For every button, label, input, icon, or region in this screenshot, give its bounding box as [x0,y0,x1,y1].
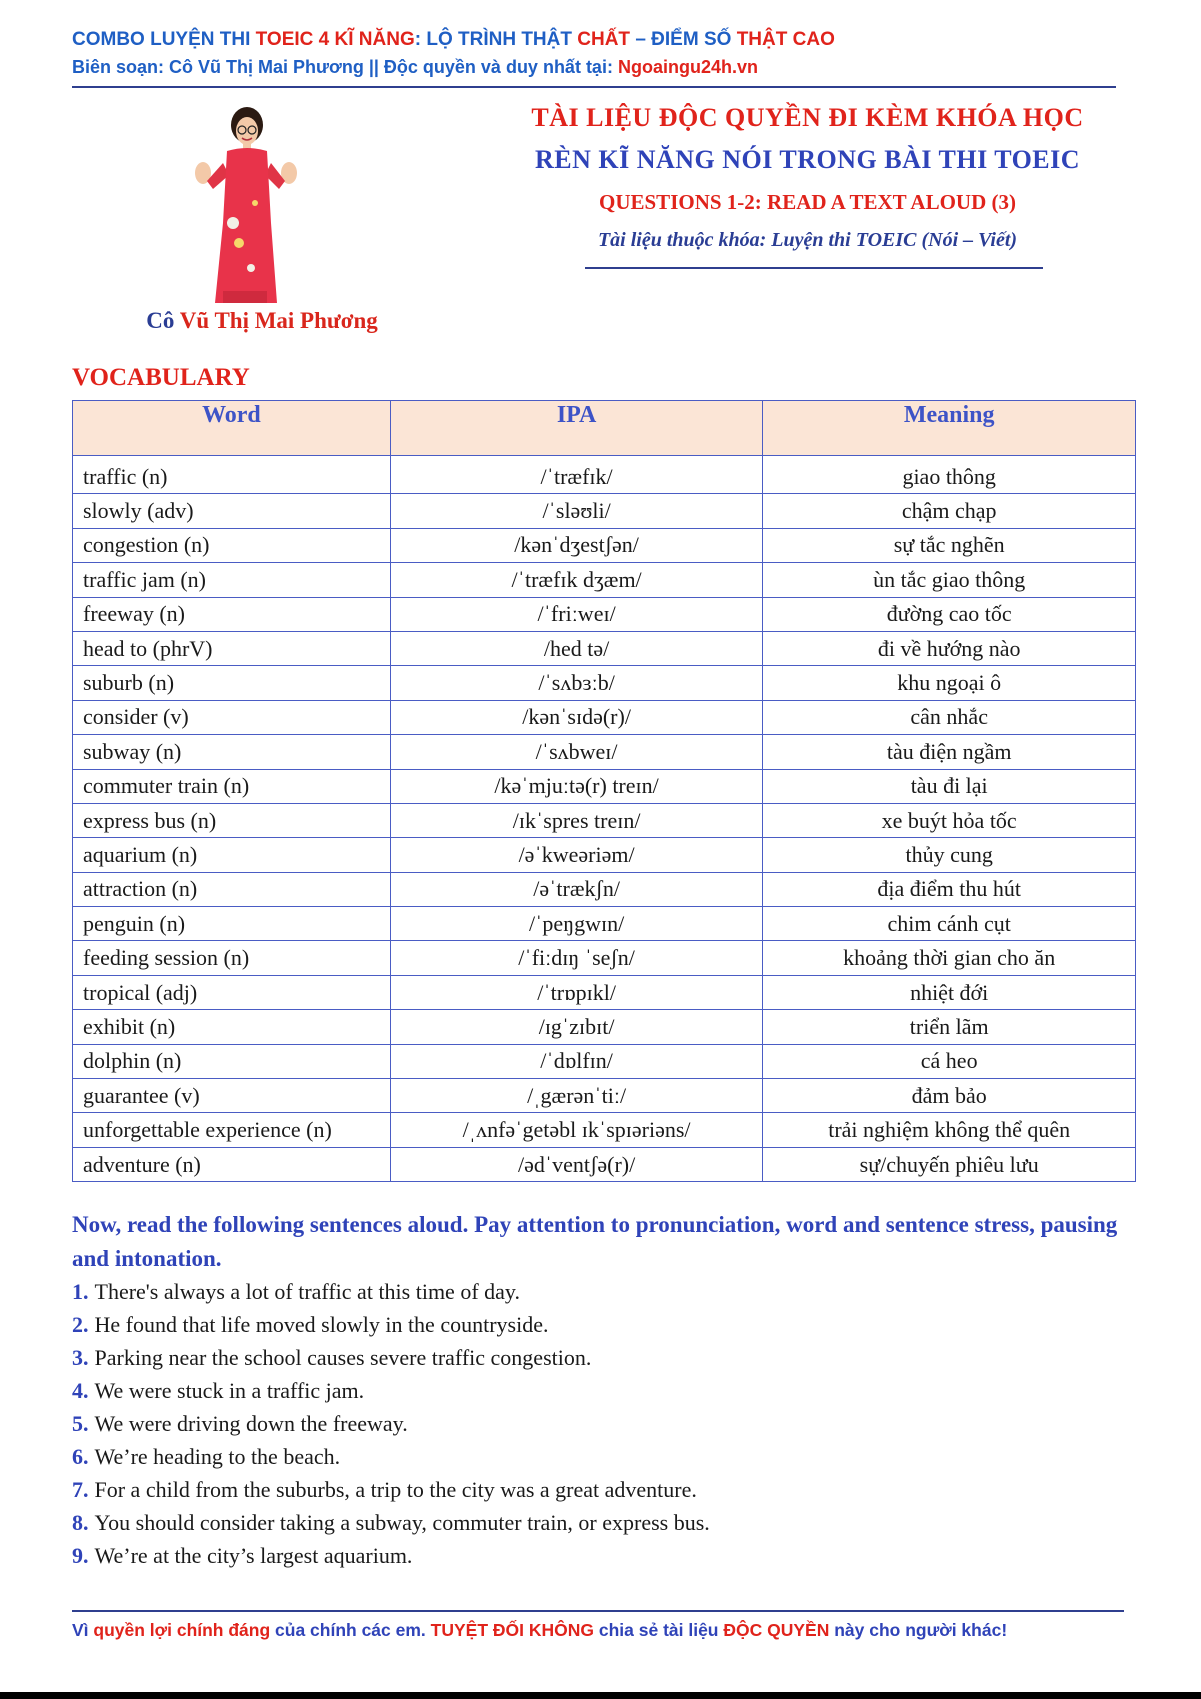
vocab-ipa: /kənˈdʒestʃən/ [390,528,763,562]
reading-instruction: Now, read the following sentences aloud. Pay attention to pronunciation, word and sentence stress, pausing and intonation. [72,1212,1118,1271]
vocab-meaning: xe buýt hỏa tốc [763,803,1136,837]
footer-segment: quyền lợi chính đáng [93,1620,271,1640]
sentence-number: 7. [72,1477,89,1502]
vocab-word: head to (phrV) [73,631,391,665]
table-row [73,666,1136,700]
sentence-text: We were stuck in a traffic jam. [94,1378,365,1403]
vocab-ipa: /ədˈventʃə(r)/ [390,1147,763,1181]
vocab-word: express bus (n) [73,803,391,837]
title-underline [585,267,1043,269]
vocab-meaning: chim cánh cụt [763,907,1136,941]
table-row [73,872,1136,906]
table-row [73,1147,1136,1181]
vocab-ipa: /ˈsʌbɜːb/ [390,666,763,700]
vocab-ipa: /ˈsʌbweɪ/ [390,735,763,769]
vocab-word: penguin (n) [73,907,391,941]
vocab-meaning: đảm bảo [763,1079,1136,1113]
sentence-text: We’re heading to the beach. [94,1444,341,1469]
table-row [73,1079,1136,1113]
vocabulary-table [72,400,1136,1182]
sentence-number: 3. [72,1345,89,1370]
sentence-text: You should consider taking a subway, commuter train, or express bus. [94,1510,710,1535]
table-row [73,597,1136,631]
header-line-2 [72,54,1112,80]
vocab-word: subway (n) [73,735,391,769]
vocab-ipa: /kənˈsɪdə(r)/ [390,700,763,734]
footer-divider [72,1610,1124,1612]
vocab-meaning: chậm chạp [763,494,1136,528]
vocab-meaning: đi về hướng nào [763,631,1136,665]
table-row [73,528,1136,562]
vocab-meaning: khoảng thời gian cho ăn [763,941,1136,975]
vocab-word: freeway (n) [73,597,391,631]
header-line-1 [72,26,1112,54]
vocab-ipa: /ˈpeŋgwɪn/ [390,907,763,941]
vocab-word: traffic jam (n) [73,563,391,597]
table-header-row [73,401,1136,456]
vocab-word: suburb (n) [73,666,391,700]
sentence-text: For a child from the suburbs, a trip to the city was a great adventure. [94,1477,697,1502]
vocab-ipa: /ɪkˈspres treɪn/ [390,803,763,837]
table-row [73,838,1136,872]
course-note: Tài liệu thuộc khóa: Luyện thi TOEIC (Nói – Viết) [597,229,1018,251]
vocab-meaning: sự/chuyến phiêu lưu [763,1147,1136,1181]
table-row [73,975,1136,1009]
table-row [73,1010,1136,1044]
teacher-fullname: Vũ Thị Mai Phương [179,308,378,333]
table-row [73,631,1136,665]
table-row [73,456,1136,494]
vocab-word: dolphin (n) [73,1044,391,1078]
vocab-meaning: đường cao tốc [763,597,1136,631]
table-row [73,769,1136,803]
vocab-meaning: trải nghiệm không thể quên [763,1113,1136,1147]
table-row [73,735,1136,769]
vocab-meaning: triển lãm [763,1010,1136,1044]
lesson-title: QUESTIONS 1-2: READ A TEXT ALOUD (3) [599,190,1016,214]
table-row [73,700,1136,734]
vocab-word: attraction (n) [73,872,391,906]
vocab-word: guarantee (v) [73,1079,391,1113]
sentence-number: 5. [72,1411,89,1436]
vocab-meaning: tàu đi lại [763,769,1136,803]
header-seg: Biên soạn: Cô Vũ Thị Mai Phương || Độc quyền và duy nhất tại: [72,57,618,77]
sentence-item [72,1440,1132,1473]
footer-segment: Vì [72,1620,94,1640]
vocab-ipa: /ˌʌnfəˈgetəbl ɪkˈspɪəriəns/ [390,1113,763,1147]
header-divider [72,86,1116,88]
column-header-ipa: IPA [390,401,763,456]
column-header-word: Word [73,401,391,456]
footer-segment: này cho người khác! [829,1620,1008,1640]
header-seg: – ĐIỂM SỐ [630,29,737,50]
teacher-name [72,308,452,334]
vocab-word: unforgettable experience (n) [73,1113,391,1147]
vocab-ipa: /ˈfriːweɪ/ [390,597,763,631]
vocab-ipa: /ˈfiːdɪŋ ˈseʃn/ [390,941,763,975]
footer-segment: TUYỆT ĐỐI KHÔNG [430,1620,594,1640]
table-row [73,941,1136,975]
sentence-number: 4. [72,1378,89,1403]
sentence-number: 2. [72,1312,89,1337]
footer-notice [72,1620,1132,1641]
header-seg: : LỘ TRÌNH THẬT [414,29,578,50]
vocab-word: consider (v) [73,700,391,734]
vocab-ipa: /əˈkweəriəm/ [390,838,763,872]
vocab-word: aquarium (n) [73,838,391,872]
sentence-item [72,1539,1132,1572]
sentence-text: We’re at the city’s largest aquarium. [94,1543,413,1568]
table-row [73,907,1136,941]
teacher-photo [193,103,297,303]
sentence-text: We were driving down the freeway. [94,1411,408,1436]
sentence-list [72,1275,1132,1572]
vocab-word: traffic (n) [73,456,391,494]
vocab-meaning: nhiệt đới [763,975,1136,1009]
sentence-number: 9. [72,1543,89,1568]
teacher-prefix: Cô [146,308,180,333]
vocab-meaning: giao thông [763,456,1136,494]
sentence-item [72,1308,1132,1341]
table-row [73,563,1136,597]
sentence-item [72,1341,1132,1374]
vocab-word: feeding session (n) [73,941,391,975]
vocab-word: slowly (adv) [73,494,391,528]
vocab-word: adventure (n) [73,1147,391,1181]
sentence-number: 1. [72,1279,89,1304]
page-bottom-edge [0,1692,1201,1699]
sentence-text: There's always a lot of traffic at this time of day. [94,1279,520,1304]
header-seg: THẬT CAO [736,29,835,50]
vocab-ipa: /ˈtrɒpɪkl/ [390,975,763,1009]
footer-segment: chia sẻ tài liệu [594,1620,724,1640]
page-header [72,26,1112,80]
footer-segment: của chính các em. [270,1620,431,1640]
column-header-meaning: Meaning [763,401,1136,456]
header-seg: CHẤT [577,29,631,50]
vocab-ipa: /ˈsləʊli/ [390,494,763,528]
table-row [73,1113,1136,1147]
vocab-ipa: /ˈtræfɪk/ [390,456,763,494]
doc-title: TÀI LIỆU ĐỘC QUYỀN ĐI KÈM KHÓA HỌC [531,103,1084,132]
header-seg: COMBO LUYỆN THI [72,29,256,50]
vocabulary-heading: VOCABULARY [72,364,250,391]
vocab-meaning: sự tắc nghẽn [763,528,1136,562]
footer-segment: ĐỘC QUYỀN [723,1620,830,1640]
vocab-ipa: /ˌgærənˈtiː/ [390,1079,763,1113]
sentence-text: Parking near the school causes severe traffic congestion. [94,1345,592,1370]
sentence-item [72,1407,1132,1440]
vocab-ipa: /ˈdɒlfɪn/ [390,1044,763,1078]
sentence-item [72,1506,1132,1539]
vocab-meaning: cân nhắc [763,700,1136,734]
sentence-number: 8. [72,1510,89,1535]
website-link[interactable]: Ngoaingu24h.vn [617,57,758,77]
vocab-meaning: thủy cung [763,838,1136,872]
vocab-meaning: địa điểm thu hút [763,872,1136,906]
vocab-meaning: cá heo [763,1044,1136,1078]
vocab-ipa: /ɪgˈzɪbɪt/ [390,1010,763,1044]
table-row [73,803,1136,837]
sentence-item [72,1374,1132,1407]
header-seg: TOEIC 4 KĨ NĂNG [255,29,415,50]
course-title: RÈN KĨ NĂNG NÓI TRONG BÀI THI TOEIC [534,145,1081,174]
vocab-meaning: ùn tắc giao thông [763,563,1136,597]
vocab-ipa: /əˈtrækʃn/ [390,872,763,906]
title-block [500,98,1115,258]
sentence-number: 6. [72,1444,89,1469]
sentence-item [72,1473,1132,1506]
vocab-ipa: /ˈtræfɪk dʒæm/ [390,563,763,597]
table-row [73,494,1136,528]
vocab-word: congestion (n) [73,528,391,562]
vocab-word: exhibit (n) [73,1010,391,1044]
table-row [73,1044,1136,1078]
vocab-word: tropical (adj) [73,975,391,1009]
vocab-meaning: khu ngoại ô [763,666,1136,700]
sentence-text: He found that life moved slowly in the countryside. [94,1312,549,1337]
vocab-ipa: /hed tə/ [390,631,763,665]
vocab-meaning: tàu điện ngầm [763,735,1136,769]
sentence-item [72,1275,1132,1308]
vocab-word: commuter train (n) [73,769,391,803]
vocab-ipa: /kəˈmjuːtə(r) treɪn/ [390,769,763,803]
